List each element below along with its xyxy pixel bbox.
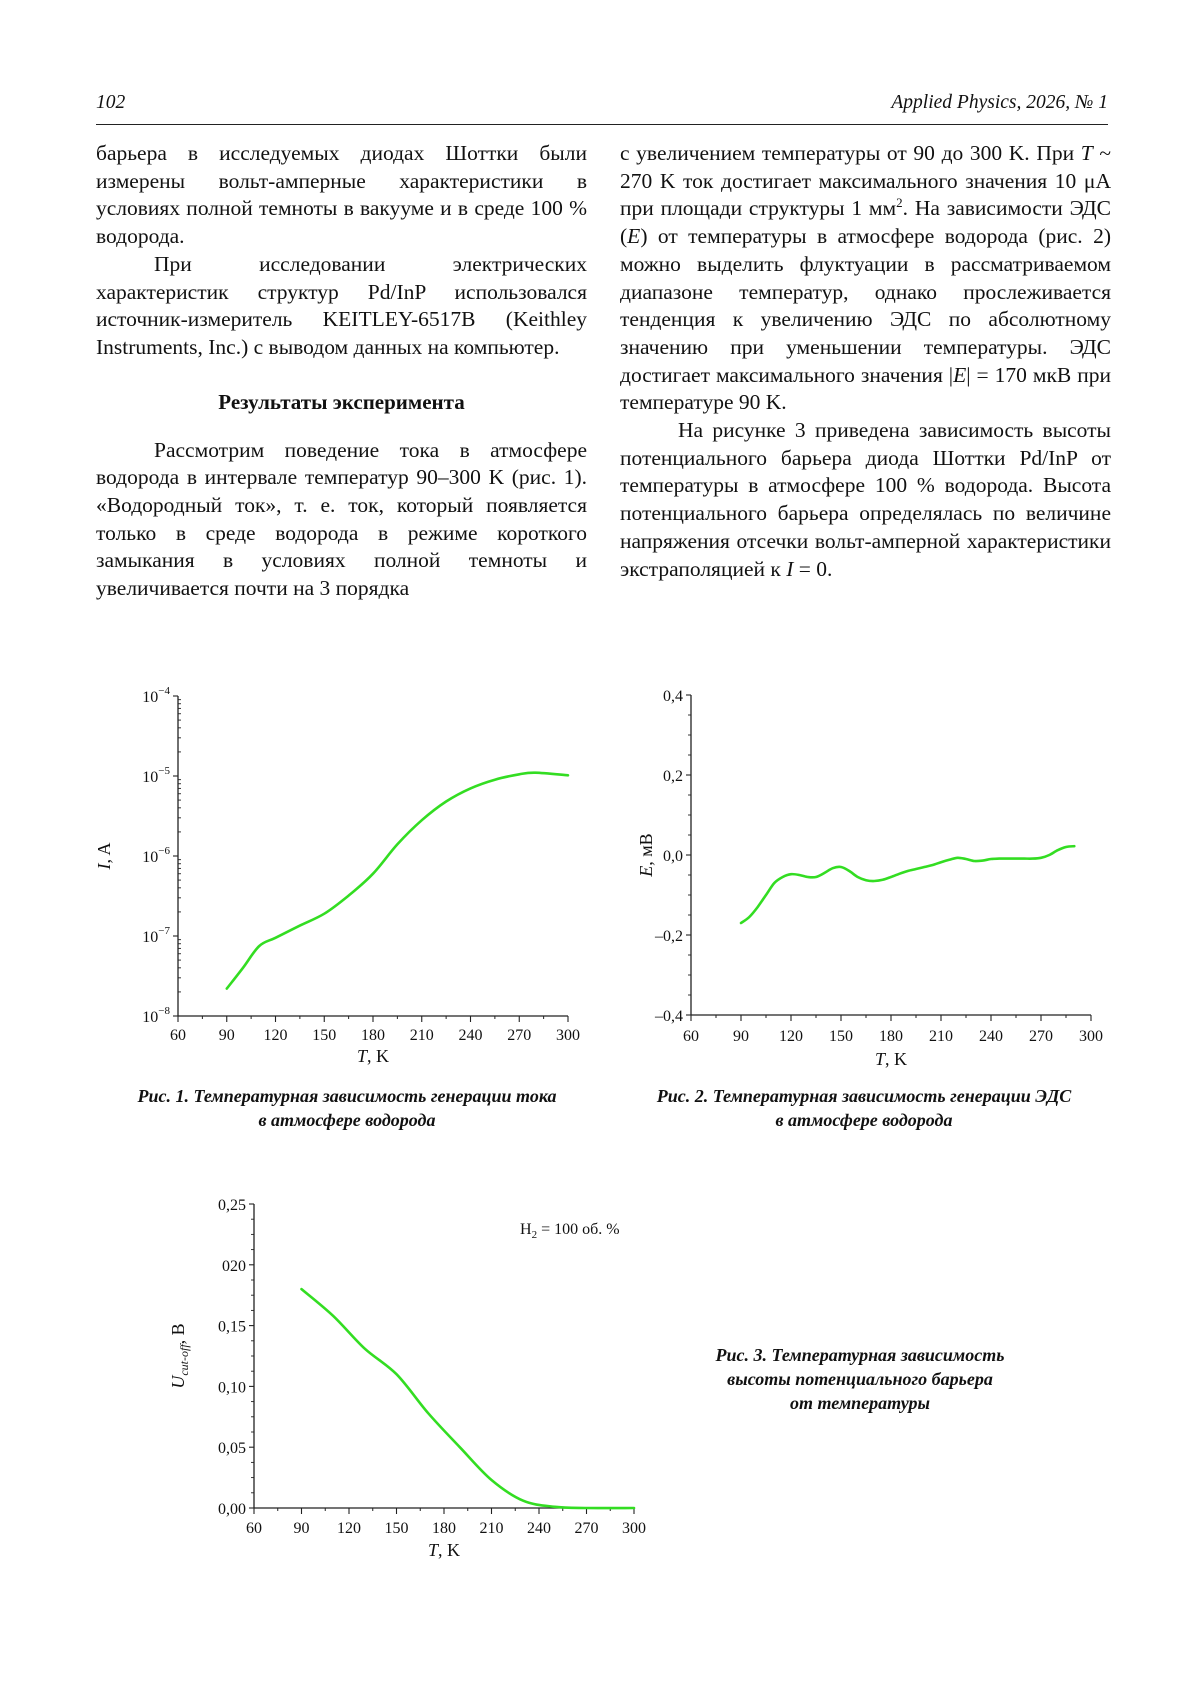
x-tick-label: 120 xyxy=(263,1027,288,1044)
y-tick-label: 0,4 xyxy=(663,688,683,705)
x-tick-label: 210 xyxy=(409,1027,434,1044)
y-tick-label: 0,10 xyxy=(218,1379,246,1397)
figure-3-caption: Рис. 3. Температурная зависимость высоты потенциального барьера от температуры xyxy=(715,1345,1005,1413)
y-axis-label: I, A xyxy=(94,842,114,870)
y-tick-label: 0,0 xyxy=(663,848,683,865)
chart-annotation: $H_2 = 100$ об. % xyxy=(520,1221,620,1241)
paragraph: Рассмотрим поведение тока в атмосфере водорода в интервале температур 90–300 K (рис. 1). «Водородный ток», т. е. ток, который появляется только в среде водорода в режиме короткого замыкания в условиях полной темноты и увеличивается почти на 3 порядка xyxy=(96,437,587,601)
paragraph: с увеличением температуры от 90 до 300 K. При T ~ 270 K ток достигает максимального значения 10 μA при площади структуры 1 $мм^2$. На зависимости ЭДС (E) от температуры в атмосфере водорода (рис. 2) можно выделить флуктуации в рассматриваемом диапазоне температур, однако прослеживается тенденция к увеличению ЭДС по абсолютному значению при уменьшении температуры. ЭДС достигает максимального значения |E| = 170 мкВ при температуре 90 K. xyxy=(620,141,1111,415)
data-series-line xyxy=(741,846,1074,923)
x-tick-label: 180 xyxy=(361,1027,385,1044)
x-axis-label: T, K xyxy=(874,1049,908,1069)
y-tick-label: 0,00 xyxy=(218,1501,246,1518)
page-header xyxy=(96,88,1108,125)
figure-2-caption: Рис. 2. Температурная зависимость генерации ЭДС в атмосфере водорода xyxy=(656,1086,1072,1130)
y-tick-label: $10^{-5}$ xyxy=(142,765,170,786)
paragraph: На рисунке 3 приведена зависимость высоты потенциального барьера диода Шоттки Pd/InP от температуры в атмосфере 100 % водорода. Высота потенциального барьера определялась по величине напряжения отсечки вольт-амперной характеристики экстраполяцией к I = 0. xyxy=(620,418,1111,581)
y-tick-label: 0,15 xyxy=(218,1318,246,1336)
x-tick-label: 60 xyxy=(246,1520,262,1537)
y-tick-label: 0,05 xyxy=(218,1440,246,1458)
x-tick-label: 150 xyxy=(312,1027,337,1044)
x-tick-label: 120 xyxy=(779,1028,803,1045)
right-column xyxy=(620,140,1111,583)
x-tick-label: 270 xyxy=(574,1520,599,1537)
x-tick-label: 300 xyxy=(556,1027,580,1044)
data-series-line xyxy=(302,1289,635,1508)
x-tick-label: 240 xyxy=(458,1027,483,1044)
x-axis-label: T, K xyxy=(427,1540,461,1560)
x-tick-label: 300 xyxy=(1079,1028,1103,1045)
y-tick-label: 0,2 xyxy=(663,768,683,785)
x-tick-label: 270 xyxy=(1029,1028,1053,1045)
paragraph: При исследовании электрических характеристик структур Pd/InP использовался источник-измеритель KEITLEY-6517B (Keithley Instruments, Inc.) с выводом данных на компьютер. xyxy=(96,251,587,359)
y-tick-label: 0,25 xyxy=(218,1197,246,1214)
y-tick-label: 020 xyxy=(222,1257,246,1275)
x-tick-label: 90 xyxy=(733,1028,749,1045)
journal-name: Applied Physics, 2026, № 1 xyxy=(891,92,1108,113)
x-tick-label: 150 xyxy=(829,1028,853,1045)
x-tick-label: 210 xyxy=(929,1028,953,1045)
figure-3-chart xyxy=(0,1170,700,1570)
page-number: 102 xyxy=(96,92,126,113)
y-tick-label: $10^{-6}$ xyxy=(142,845,170,866)
y-axis-label: $U_{cut-off}$, В xyxy=(168,1323,191,1389)
section-heading: Результаты эксперимента xyxy=(218,389,465,414)
x-axis-label: T, K xyxy=(356,1046,390,1066)
x-tick-label: 120 xyxy=(337,1520,361,1537)
y-tick-label: $10^{-7}$ xyxy=(142,925,170,946)
x-tick-label: 60 xyxy=(170,1027,186,1044)
x-tick-label: 270 xyxy=(507,1027,532,1044)
y-tick-label: –0,4 xyxy=(655,1008,683,1025)
x-tick-label: 180 xyxy=(432,1520,456,1537)
figure-1-caption: Рис. 1. Температурная зависимость генерации тока в атмосфере водорода xyxy=(137,1086,557,1130)
x-tick-label: 60 xyxy=(683,1028,699,1045)
y-tick-label: –0,2 xyxy=(655,928,683,945)
y-tick-label: $10^{-8}$ xyxy=(142,1005,170,1026)
left-column xyxy=(96,140,587,603)
x-tick-label: 180 xyxy=(879,1028,903,1045)
x-tick-label: 240 xyxy=(527,1520,551,1537)
y-tick-label: $10^{-4}$ xyxy=(142,685,170,706)
y-axis-label: E, мВ xyxy=(636,833,656,877)
x-tick-label: 240 xyxy=(979,1028,1003,1045)
x-tick-label: 300 xyxy=(622,1520,646,1537)
x-tick-label: 150 xyxy=(384,1520,409,1537)
figure-1-chart xyxy=(0,660,600,1080)
x-tick-label: 90 xyxy=(293,1520,310,1537)
data-series-line xyxy=(227,773,568,989)
x-tick-label: 210 xyxy=(479,1520,504,1537)
figure-2-chart xyxy=(600,660,1200,1080)
paragraph: барьера в исследуемых диодах Шоттки были измерены вольт-амперные характеристики в условиях полной темноты в вакууме и в среде 100 % водорода. xyxy=(96,141,587,249)
x-tick-label: 90 xyxy=(218,1027,235,1044)
